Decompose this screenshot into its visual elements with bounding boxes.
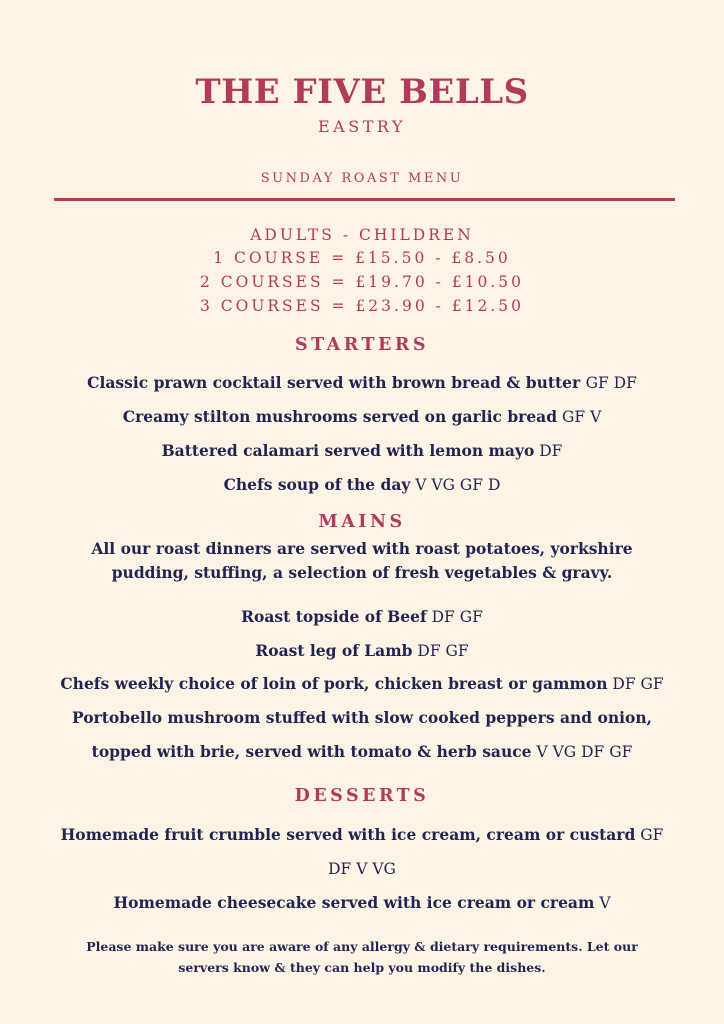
allergy-notice <box>0 936 724 978</box>
allergy-notice-line: servers know & they can help you modify the dishes. <box>178 960 546 975</box>
desserts-heading: DESSERTS <box>294 786 430 806</box>
menu-item <box>0 641 724 660</box>
menu-item <box>0 674 724 693</box>
menu-item <box>0 373 724 392</box>
dietary-tags: GF V <box>557 408 602 426</box>
dish-name: Battered calamari served with lemon mayo <box>161 441 535 460</box>
dish-name: Roast topside of Beef <box>241 607 427 626</box>
dietary-tags: V VG GF D <box>410 476 501 494</box>
menu-item <box>0 708 724 727</box>
menu-item <box>0 441 724 460</box>
dish-name: Chefs soup of the day <box>223 475 411 494</box>
dietary-tags: DF GF <box>607 675 664 693</box>
mains-note: pudding, stuffing, a selection of fresh vegetables & gravy. <box>111 563 613 582</box>
menu-item <box>0 607 724 626</box>
pricing-line: 1 COURSE = £15.50 - £8.50 <box>213 249 511 267</box>
dish-name: Roast leg of Lamb <box>255 641 413 660</box>
dish-name: Homemade fruit crumble served with ice cream, cream or custard <box>60 825 636 844</box>
dietary-tags: V <box>594 894 611 912</box>
dietary-tags: DF GF <box>426 608 483 626</box>
dietary-tags: DF GF <box>412 642 469 660</box>
starters-heading: STARTERS <box>294 335 430 355</box>
dietary-tags: V VG DF GF <box>531 743 633 761</box>
dietary-tags: DF <box>534 442 563 460</box>
dietary-tags: DF V VG <box>328 860 396 878</box>
menu-item <box>0 825 724 844</box>
dish-name: topped with brie, served with tomato & herb sauce <box>91 742 532 761</box>
menu-item <box>0 407 724 426</box>
menu-item <box>0 742 724 761</box>
dish-name: Portobello mushroom stuffed with slow cooked peppers and onion, <box>71 708 652 727</box>
dietary-tags: GF DF <box>585 374 637 392</box>
dish-name: Classic prawn cocktail served with brown bread & butter <box>87 373 586 392</box>
restaurant-title: THE FIVE BELLS <box>195 72 529 112</box>
dish-name: Creamy stilton mushrooms served on garlic bread <box>122 407 558 426</box>
pricing-line: 3 COURSES = £23.90 - £12.50 <box>199 297 525 315</box>
menu-name: SUNDAY ROAST MENU <box>260 171 464 186</box>
dish-name: Homemade cheesecake served with ice cream or cream <box>113 893 595 912</box>
allergy-notice-line: Please make sure you are aware of any allergy & dietary requirements. Let our <box>86 939 638 954</box>
menu-item <box>0 859 724 878</box>
menu-item <box>0 475 724 494</box>
restaurant-location: EASTRY <box>318 117 406 136</box>
pricing-line: 2 COURSES = £19.70 - £10.50 <box>199 273 525 291</box>
menu-item <box>0 893 724 912</box>
divider-line <box>54 198 675 201</box>
mains-heading: MAINS <box>318 512 406 532</box>
pricing-heading: ADULTS - CHILDREN <box>250 226 474 244</box>
mains-note: All our roast dinners are served with roast potatoes, yorkshire <box>91 539 633 558</box>
dish-name: Chefs weekly choice of loin of pork, chicken breast or gammon <box>60 674 608 693</box>
dietary-tags: GF <box>635 826 664 844</box>
